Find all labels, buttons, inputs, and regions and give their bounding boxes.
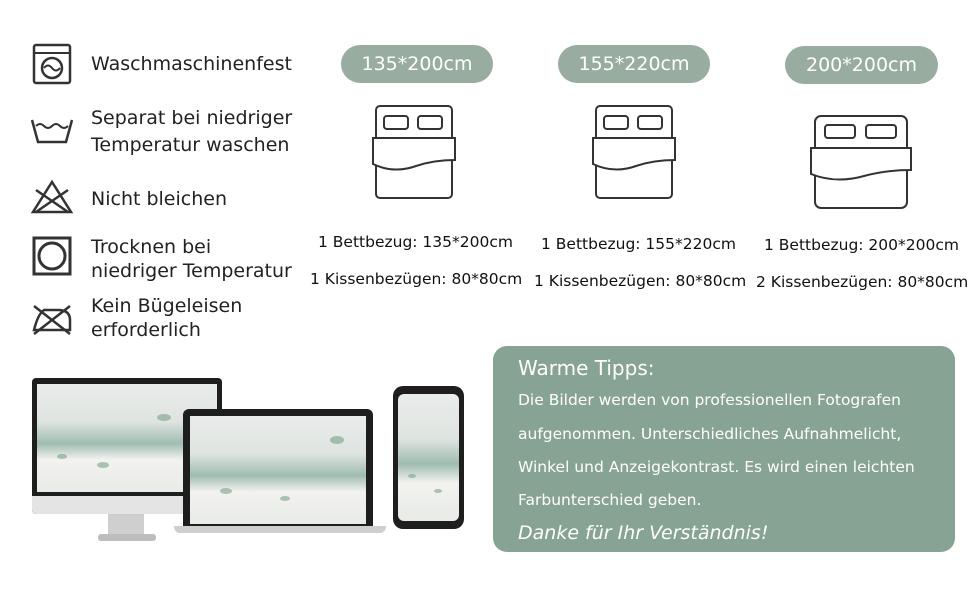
pillow-spec-155x220: 1 Kissenbezügen: 80*80cm [534,272,747,290]
care-text-tumble-dry: Trocknen bei niedriger Temperatur [91,236,292,282]
bed-icon [592,104,676,200]
size-pill-200x200: 200*200cm [785,46,938,84]
duvet-spec-155x220: 1 Bettbezug: 155*220cm [541,235,736,253]
washing-machine-icon [30,42,74,86]
no-iron-icon [30,296,74,340]
bed-icon [810,114,912,210]
no-bleach-icon [30,176,74,220]
laptop [183,409,373,527]
wash-basin-icon [30,108,74,152]
care-text-washing-machine: Waschmaschinenfest [91,53,292,75]
pillow-spec-200x200: 2 Kissenbezügen: 80*80cm [756,273,969,291]
care-text-wash-separately: Separat bei niedriger Temperatur waschen [91,107,293,156]
tips-box [493,346,955,552]
phone-screen-photo [398,394,459,521]
care-text-no-bleach: Nicht bleichen [91,188,227,210]
tips-line: Winkel und Anzeigekontrast. Es wird einen leichten [518,458,915,476]
monitor-base [98,534,156,541]
tips-title: Warme Tipps: [518,356,655,380]
monitor-stand [108,514,144,534]
tips-line: aufgenommen. Unterschiedliches Aufnahmelicht, [518,425,902,443]
duvet-spec-200x200: 1 Bettbezug: 200*200cm [764,236,959,254]
care-text-no-iron: Kein Bügeleisen erforderlich [91,295,243,341]
laptop-base [174,526,386,533]
duvet-spec-135x200: 1 Bettbezug: 135*200cm [318,233,513,251]
pillow-spec-135x200: 1 Kissenbezügen: 80*80cm [310,270,523,288]
laptop-screen-photo [190,416,366,524]
size-pill-135x200: 135*200cm [341,45,493,83]
tips-line: Farbunterschied geben. [518,491,702,509]
tumble-dry-icon [30,234,74,278]
phone [393,386,464,529]
tips-line: Die Bilder werden von professionellen Fotografen [518,391,901,409]
tips-thanks: Danke für Ihr Verständnis! [518,522,769,544]
bed-icon [372,104,456,200]
size-pill-155x220: 155*220cm [558,45,710,83]
